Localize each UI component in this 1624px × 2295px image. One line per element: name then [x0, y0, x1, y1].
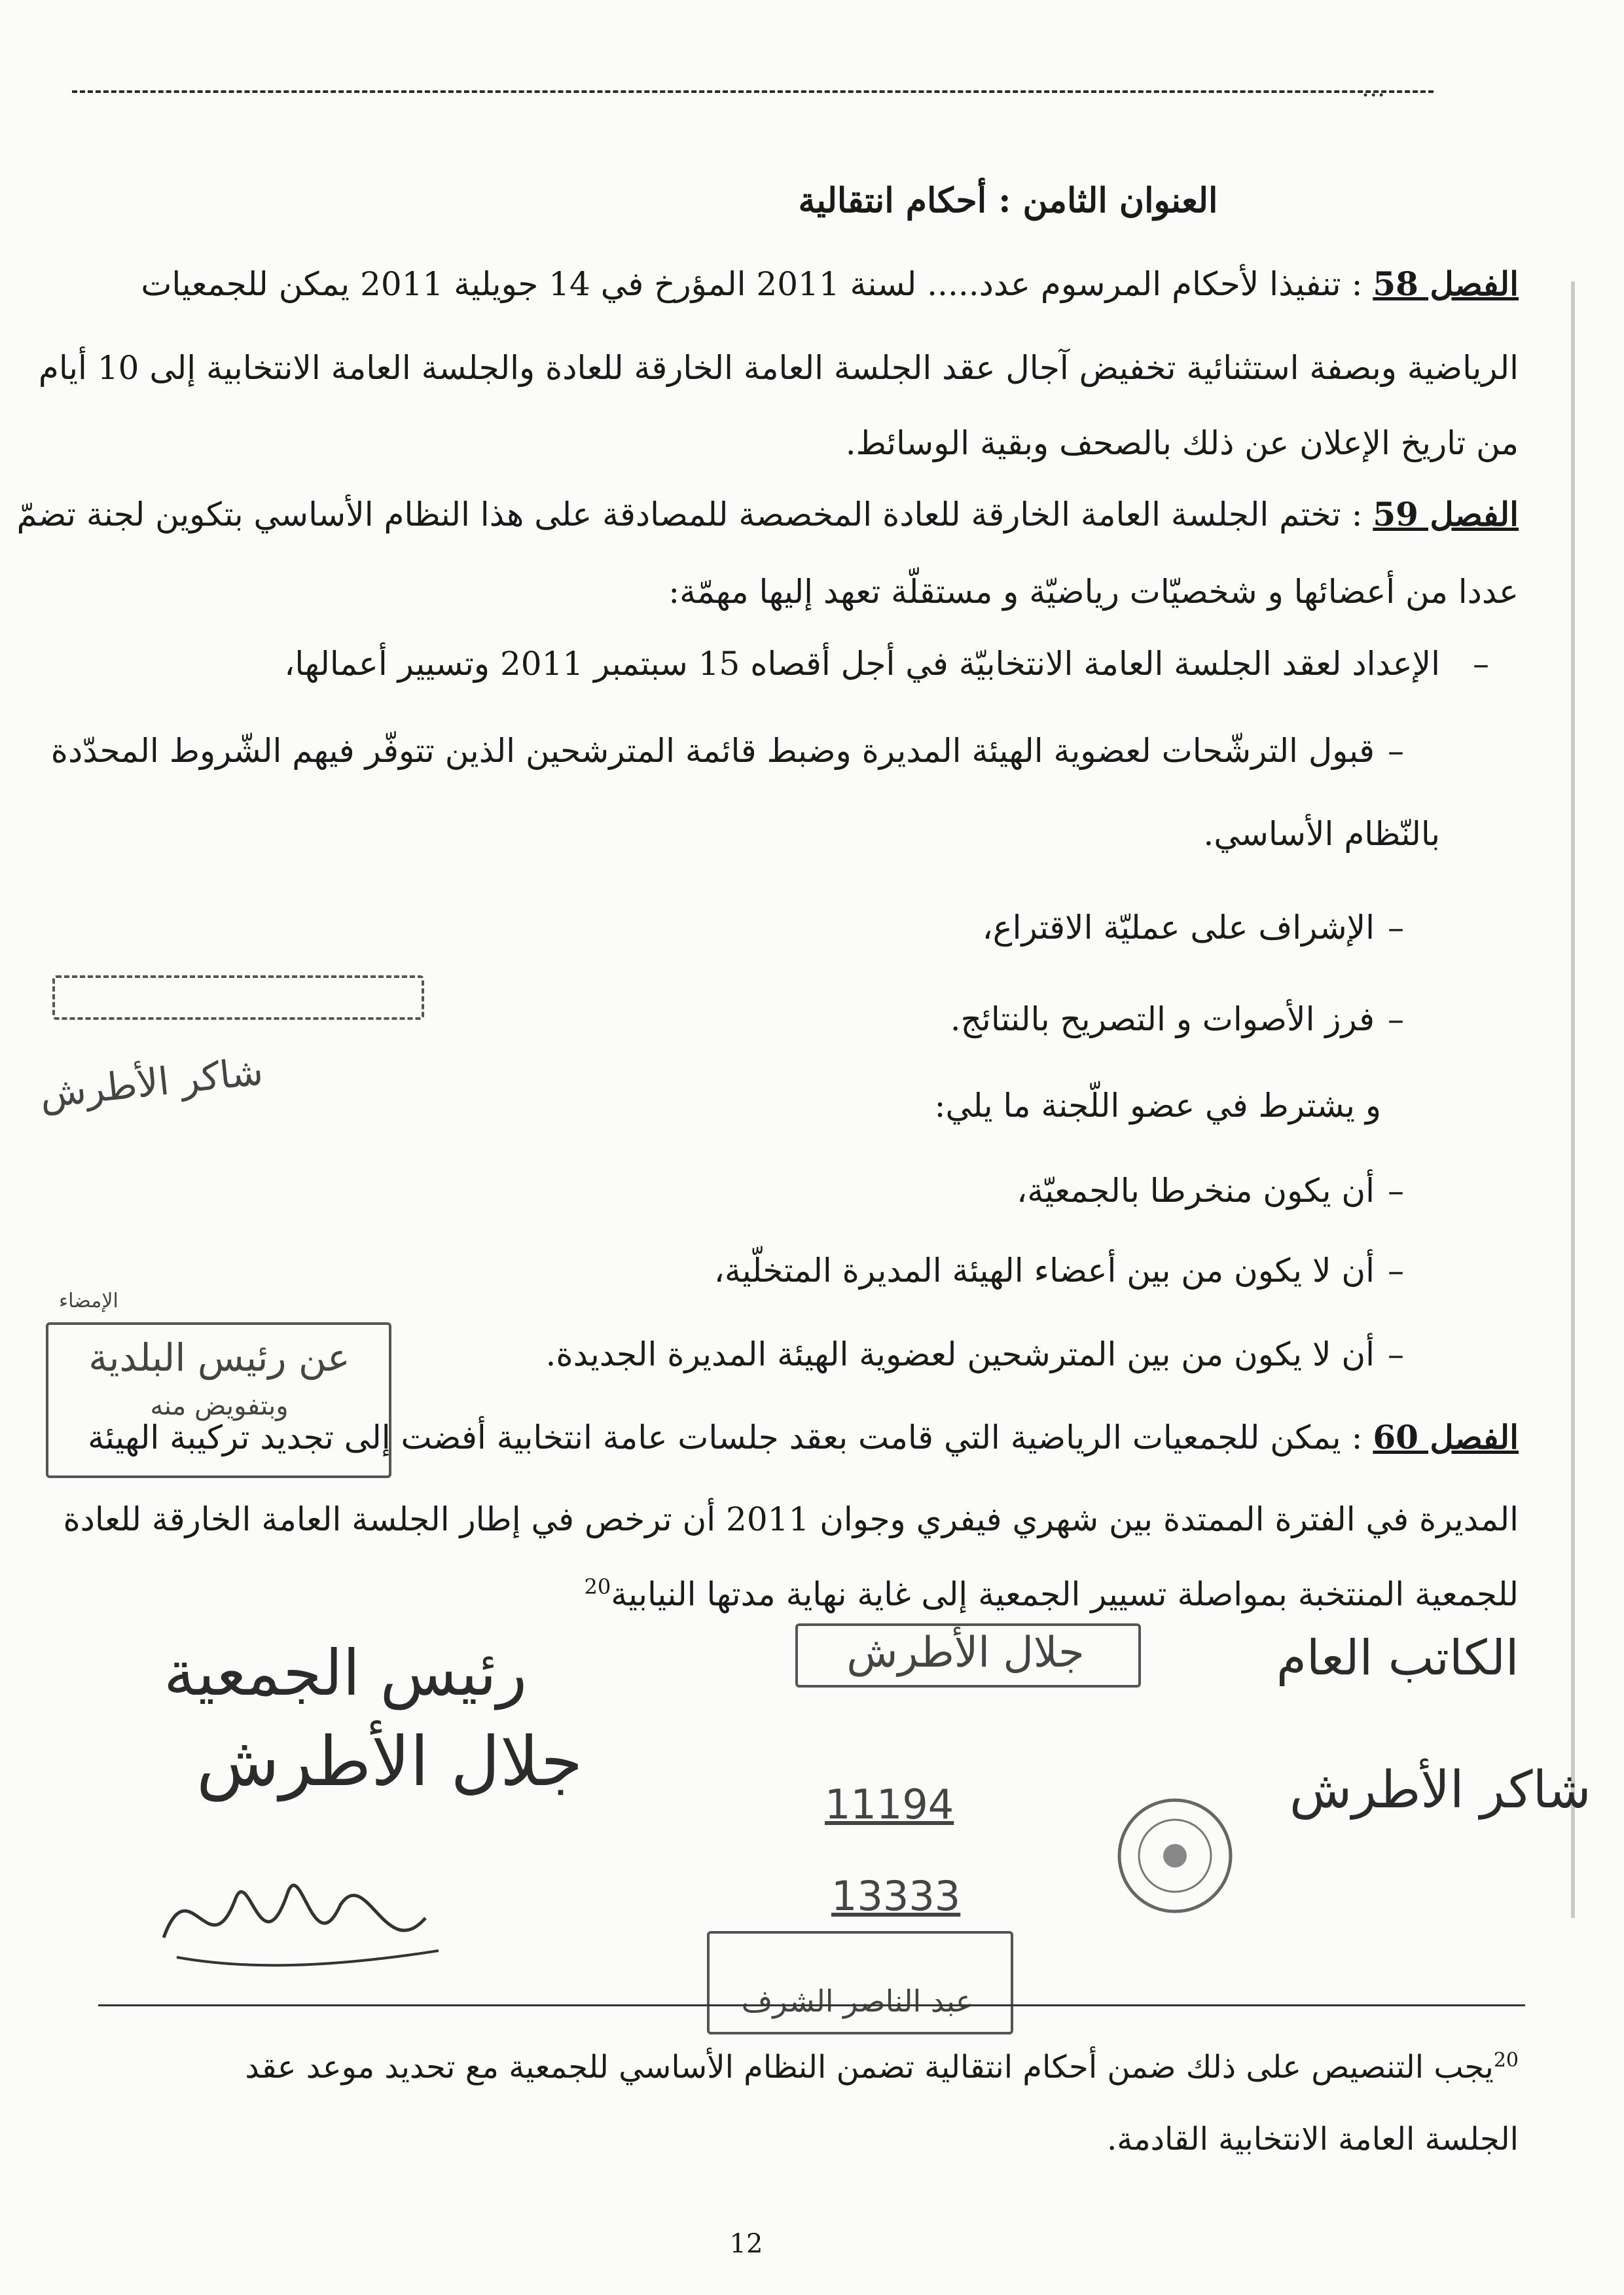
bullet-dash: –: [1388, 1000, 1404, 1038]
footnote-number: 20: [1493, 2049, 1519, 2072]
president-name: جلال الأطرش: [196, 1722, 583, 1801]
chapter59-line2: عددا من أعضائها و شخصيّات رياضيّة و مستقلّة تعهد إليها مهمّة:: [668, 573, 1519, 611]
chapter59-item2: قبول الترشّحات لعضوية الهيئة المديرة وضبط قائمة المترشحين الذين تتوفّر فيهم الشّروط المحدّدة: [50, 732, 1375, 770]
bullet-dash: –: [1388, 1335, 1404, 1373]
chapter60-line2: المديرة في الفترة الممتدة بين شهري فيفري وجوان 2011 أن ترخص في إطار الجلسة العامة الخارقة للعادة: [63, 1500, 1519, 1538]
bullet-dash: –: [1388, 909, 1404, 947]
secretary-name: شاكر الأطرش: [1290, 1761, 1591, 1820]
bottom-stamp: [707, 1931, 1013, 2034]
footnote-text1: يجب التنصيص على ذلك ضمن أحكام انتقالية تضمن النظام الأساسي للجمعية مع تحديد موعد عقد: [245, 2049, 1494, 2086]
bottom-stamp-text: عبد الناصر الشرف: [741, 1983, 974, 2019]
chapter58-line3: من تاريخ الإعلان عن ذلك بالصحف وبقية الوسائط.: [845, 424, 1519, 462]
chapter59-text1: : تختم الجلسة العامة الخارقة للعادة المخصصة للمصادقة على هذا النظام الأساسي بتكوين لجنة تضمّ: [16, 496, 1373, 533]
stamp-number-2: 13333: [831, 1872, 961, 1920]
footnote-ref: 20: [584, 1574, 611, 1599]
top-mark: ...: [1362, 73, 1386, 102]
bullet-dash: –: [1473, 645, 1489, 683]
page-number: 12: [729, 2229, 763, 2259]
chapter60-text1: : يمكن للجمعيات الرياضية التي قامت بعقد جلسات عامة انتخابية أفضت إلى تجديد تركيبة الهيئة: [88, 1419, 1373, 1456]
chapter58-line2: الرياضية وبصفة استثنائية تخفيض آجال عقد الجلسة العامة الخارقة للعادة والجلسة العامة الانتخابية إلى 10 أيام: [38, 349, 1519, 387]
chapter58-text1: : تنفيذا لأحكام المرسوم عدد..... لسنة 2011 المؤرخ في 14 جويلية 2011 يمكن للجمعيات: [141, 265, 1373, 303]
chapter59-item2-cont: بالنّظام الأساسي.: [1203, 815, 1440, 853]
stamp-heading: الإمضاء: [59, 1290, 118, 1312]
name-stamp-text: جلال الأطرش: [846, 1629, 1085, 1677]
chapter60-label: الفصل 60: [1373, 1418, 1519, 1456]
municipality-stamp-sub: وبتفويض منه: [150, 1391, 289, 1421]
chapter59-condition-intro: و يشترط في عضو اللّجنة ما يلي:: [934, 1087, 1381, 1125]
municipality-stamp-title: عن رئيس البلدية: [88, 1335, 350, 1380]
bullet-dash: –: [1388, 732, 1404, 770]
chapter59-item3: الإشراف على عمليّة الاقتراع،: [982, 909, 1375, 947]
scan-edge-shadow: [1571, 281, 1575, 1918]
chapter59-line1: [16, 492, 1519, 537]
footnote-line2: الجلسة العامة الانتخابية القادمة.: [1106, 2121, 1519, 2158]
municipal-handwriting: شاكر الأطرش: [37, 1049, 266, 1117]
president-signature: [151, 1839, 452, 1990]
chapter59-condition1: أن يكون منخرطا بالجمعيّة،: [1017, 1172, 1375, 1210]
stamp-strip: [52, 975, 424, 1020]
official-seal: [1113, 1794, 1237, 1918]
top-dashed-rule: [72, 90, 1434, 93]
chapter60-text3: للجمعية المنتخبة بمواصلة تسيير الجمعية إلى غاية نهاية مدتها النيابية: [611, 1575, 1519, 1614]
chapter59-item1: الإعداد لعقد الجلسة العامة الانتخابيّة في أجل أقصاه 15 سبتمبر 2011 وتسيير أعمالها،: [284, 645, 1440, 683]
bullet-dash: –: [1388, 1172, 1404, 1210]
chapter59-condition2: أن لا يكون من بين أعضاء الهيئة المديرة المتخلّية،: [713, 1252, 1375, 1290]
secretary-title: الكاتب العام: [1276, 1630, 1519, 1686]
section-title: العنوان الثامن : أحكام انتقالية: [798, 181, 1218, 221]
chapter60-line3: [584, 1564, 1519, 1617]
footnote-separator: [98, 2004, 1525, 2006]
chapter59-label: الفصل 59: [1373, 495, 1519, 533]
stamp-number-1: 11194: [825, 1780, 954, 1828]
president-title: رئيس الجمعية: [164, 1636, 528, 1710]
chapter58-label: الفصل 58: [1373, 264, 1519, 303]
bullet-dash: –: [1388, 1252, 1404, 1290]
chapter59-condition3: أن لا يكون من بين المترشحين لعضوية الهيئة المديرة الجديدة.: [545, 1335, 1375, 1373]
chapter58-line1: [118, 262, 1519, 306]
footnote-line1: [111, 2049, 1519, 2086]
chapter59-item4: فرز الأصوات و التصريح بالنتائج.: [950, 1000, 1375, 1038]
